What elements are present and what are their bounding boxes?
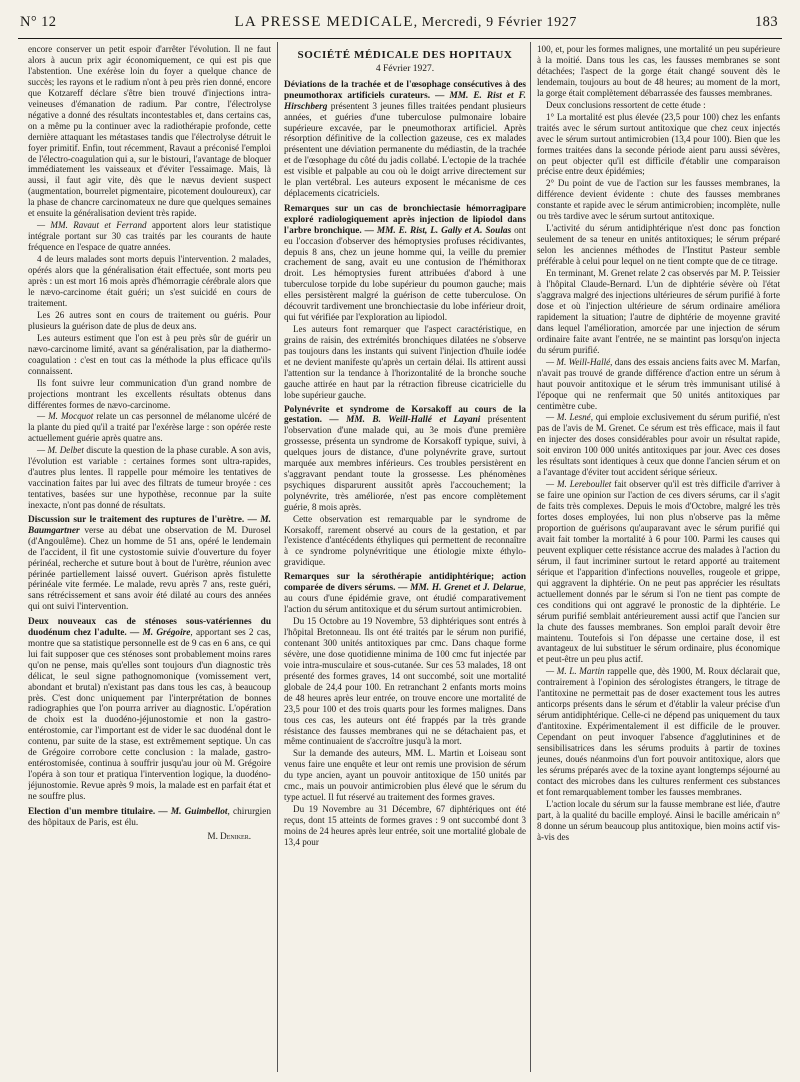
section-heading: Déviations de la trachée et de l'œsophage consécutives à des pneumothorax artificiels curateurs. — MM. E. Rist et F. Hirschberg présentent 3 jeunes filles traitées pendant plusieurs années, et guéries d'une tuberculose pulmonaire lobaire supérieure excavée, par le pneumothorax artificiel. Après résorption définitive de la collection gazeuse, ces ex malades présentent une déviation permanente du médiastin, de la trachée et de l'œsophage du côté du jadis collabé. L'ectopie de la trachée est visible et palpable au cou où le doigt arrive directement sur le plan vertébral. Les auteurs exposent le mécanisme de ces déplacements cicatriciels. <box>284 79 526 199</box>
section-heading: Discussion sur le traitement des ruptures de l'urètre. — M. Baumgartner verse au débat une observation de M. Durosel (d'Angoulême). Chez un homme de 51 ans, opéré le lendemain de l'accident, il fit une cystostomie suivie d'ouverture du foyer périnéal, recherche et suture bout à bout de l'urètre, réunion avec périnée partiellement laissé ouvert. Guérison après fistulette périnéale vite fermée. Le malade, revu après 7 ans, reste guéri, sans rétrécissement et sans avoir été dilaté au cours des années qui ont suivi l'intervention. <box>28 515 271 613</box>
paragraph: — M. Weill-Hallé, dans des essais anciens faits avec M. Marfan, n'avait pas trouvé de grande différence d'action entre un sérum à haut pouvoir antitoxique et le sérum très immunisant utilisé à l'époque qui ne renfermait que 50 unités antitoxiques par centimètre cube. <box>537 356 780 411</box>
paragraph: 2° Du point de vue de l'action sur les fausses membranes, la différence devient évidente : chute des fausses membranes constante et rapide avec le sérum antimicrobien; incomplète, nulle ou très tardive avec le sérum surtout antitoxique. <box>537 178 780 222</box>
author-name: — MM. E. Rist et F. Hirschberg <box>284 90 526 112</box>
paragraph: Les 26 autres sont en cours de traitement ou guéris. Pour plusieurs la guérison date de plus de deux ans. <box>28 309 271 331</box>
paragraph: — M. Delbet discute la question de la phase curable. A son avis, l'évolution est variable : certaines formes sont ultra-rapides, d'autres plus lentes. Il rappelle pour mémoire les tentatives de vaccination faites par lui avec des filtrats de tumeur broyée : ces tentatives, basées sur une hypothèse, reconnue par la suite inexacte, n'ont pas donné de résultats. <box>28 445 271 511</box>
author-name: — M. Lesné <box>546 412 591 423</box>
section-heading: Election d'un membre titulaire. — M. Guimbellot, chirurgien des hôpitaux de Paris, est élu. <box>28 806 271 828</box>
column-1 <box>28 44 271 1074</box>
author-name: — M. Mocquot <box>37 411 94 422</box>
paragraph: encore conserver un petit espoir d'arrêter l'évolution. Il ne faut alors à aucun prix agir économiquement, ce qui est pis que l'abstention. Une exérèse loin du foyer a quelque chance de succès; les rayons et le radium n'ont à peu près rien donné, encore que Kotzareff déclare s'être bien trouvé d'injections intra-veineuses d'émanation de radium. Par contre, l'électrolyse négative a donné des résultats incontestables et, dans certains cas, on a même pu la continuer avec la radiothérapie profonde, cette dernière attaquant les métastases tandis que l'électrolyse détruit le foyer primitif. Enfin, tout récemment, Ravaut a préconisé l'emploi de l'électro-coagulation qui a, sur le bistouri, l'avantage de bloquer immédiatement les vaisseaux et d'éviter l'essaimage. Mais, là aussi, il faut agir vite, dès que le nævus devient suspect (augmentation, bourrelet pigmentaire, picotement douloureux), car la phase de chancre carcinomateux ne dure que quelques semaines et ensuite la généralisation devient très rapide. <box>28 44 271 219</box>
paragraph: Du 19 Novembre au 31 Décembre, 67 diphtériques ont été reçus, dont 15 atteints de formes graves : 9 ont succombé dont 3 moins de 24 heures après leur entrée, soit une mortalité globale de 13,4 pour <box>284 804 526 848</box>
author-name: — MM. B. Weill-Hallé et Layani <box>321 415 481 426</box>
paragraph: En terminant, M. Grenet relate 2 cas observés par M. P. Teissier à l'hôpital Claude-Bernard. L'un de diphtérie sévère où l'état s'aggrava malgré des injections ultérieures de sérum purifié à forte dose et où l'injection ultérieure de sérum ordinaire améliora rapidement la situation; l'autre de diphtérie de moyenne gravité dans lequel l'amélioration, amorcée par une injection de sérum ordinaire faite avant l'entrée, ne se maintint pas lorsqu'on injecta du sérum purifié. <box>537 268 780 355</box>
issue-date: , Mercredi, 9 Février 1927 <box>413 15 577 30</box>
issue-number: N° 12 <box>20 14 57 30</box>
paragraph: — M. Lesné, qui emploie exclusivement du sérum purifié, n'est pas de l'avis de M. Grenet. Ce sérum est très efficace, mais il faut en injecter des doses considérables pour avoir un résultat rapide, soit environ 100 000 unités antitoxiques par jour. Avec ces doses les résultats sont identiques à ceux que donne l'ancien sérum et on a l'avantage d'éviter tout accident sérique sérieux. <box>537 412 780 478</box>
paragraph: — M. Mocquot relate un cas personnel de mélanome ulcéré de la plante du pied qu'il a traité par l'exérèse large : son opérée reste actuellement guérie après quatre ans. <box>28 411 271 444</box>
paragraph: Deux conclusions ressortent de cette étude : <box>546 99 706 110</box>
column-3 <box>537 44 780 1074</box>
paragraph: Sur la demande des auteurs, MM. L. Martin et Loiseau sont venus faire une enquête et leur ont remis une provision de sérum du type ancien, ayant un pouvoir antitoxique de 150 unités par cmc., mais un pouvoir antimicrobien plus élevé que le sérum du type actuel. Il fut réservé au traitement des formes graves. <box>284 748 526 803</box>
paragraph: 100, et, pour les formes malignes, une mortalité un peu supérieure à la moitié. Dans tous les cas, les fausses membranes se sont détachées; l'aspect de la gorge était changé souvent dès le lendemain, toujours au bout de 48 heures; au moment de la mort, la gorge était complètement débarrassée des fausses membranes. <box>537 44 780 98</box>
author-name: — MM. E. Rist, L. Gally et A. Soulas <box>361 225 512 236</box>
paragraph: — MM. Ravaut et Ferrand apportent alors leur statistique intégrale portant sur 30 cas traités par les courants de haute fréquence en l'espace de quatre années. <box>28 220 271 253</box>
author-name: — MM. H. Grenet et J. Delarue <box>395 583 524 594</box>
author-name: — M. Weill-Hallé <box>546 356 611 367</box>
journal-title <box>234 14 576 31</box>
paragraph: — M. Lereboullet fait observer qu'il est très difficile d'arriver à se faire une opinion sur l'action de ces divers sérums, car il s'agit de faits très complexes. Depuis le mois d'Octobre, malgré les très fortes doses employées, lui non plus n'observe pas la même proportion de guérisons qu'auparavant avec le sérum purifié qui avait fait tomber la mortalité à 6 pour 100. Parmi les causes qui peuvent expliquer cette résistance accrue des malades à l'action du sérum, il faut incriminer surtout le retard apporté au traitement sérique et l'apparition d'infections nouvelles, rougeole et grippe, qui aggravent la diphtérie. On ne peut pas apprécier les résultats actuellement donnés par le sérum si l'on ne tient pas compte de ces conditions qui ont aggravé le pronostic de la diphtérie. Le sérum purifié semblait antérieurement aussi actif que l'ancien sur la chute des fausses membranes. Son emploi paraît devoir être maintenu. Toutefois si l'on dépasse une certaine dose, il est avantageux de lui substituer le sérum ordinaire, plus économique et peut-être un peu plus actif. <box>537 479 780 665</box>
column-2 <box>284 44 526 1074</box>
author-name: — M. Guimbellot <box>155 806 228 817</box>
paragraph: Ils font suivre leur communication d'un grand nombre de projections montrant les excellents résultats obtenus dans différentes formes de nævo-carcinome. <box>28 377 271 410</box>
signature: M. Deniker. <box>207 831 251 842</box>
column-divider-1 <box>277 42 278 1072</box>
page-header <box>20 14 778 36</box>
paragraph: 1° La mortalité est plus élevée (23,5 pour 100) chez les enfants traités avec le sérum surtout antitoxique que chez ceux injectés avec le sérum surtout antimicrobien (13,4 pour 100). Bien que les formes traitées dans la seconde période aient paru aussi sévères, on peut objecter qu'il est difficile d'établir une comparaison précise entre deux épidémies; <box>537 111 780 177</box>
society-title: SOCIÉTÉ MÉDICALE DES HOPITAUX <box>297 49 513 61</box>
paragraph: 4 de leurs malades sont morts depuis l'intervention. 2 malades, opérés alors que la généralisation était effectuée, sont morts peu après : un est mort 16 mois après d'hémorragie cérébrale alors que le nævo-carcinome était guéri; un s'est suicidé en cours de traitement. <box>28 254 271 308</box>
section-heading: Remarques sur la sérothérapie antidiphtérique; action comparée de divers sérums. — MM. H. Grenet et J. Delarue, au cours d'une épidémie grave, ont étudié comparativement l'action du sérum antitoxique et du sérum surtout antimicrobien. <box>284 572 526 616</box>
author-name: — M. Grégoire <box>126 628 191 639</box>
paragraph: Du 15 Octobre au 19 Novembre, 53 diphtériques sont entrés à l'hôpital Bretonneau. Ils ont été traités par le sérum non purifié, contenant 300 unités antitoxiques par cmc. Dans chaque forme sévère, une dose quotidienne minima de 100 cmc fut injectée par voie intra-musculaire et sous-cutanée. Sur ces 53 malades, 18 ont présenté des formes graves, 14 ont succombé, soit une mortalité globale de 24,4 pour 100. En retranchant 2 enfants morts moins de 48 heures après leur entrée, on trouve encore une mortalité de 23,5 pour 100 et des trois quarts pour les formes malignes. Dans tous ces cas, les auteurs ont été frappés par la très grande résistance des fausses membranes qui ne se détachaient pas, et même continuaient de s'accroître jusqu'à la mort. <box>284 615 526 747</box>
author-name: — MM. Ravaut et Ferrand <box>37 220 147 231</box>
session-date: 4 Février 1927. <box>375 63 435 74</box>
paragraph: L'activité du sérum antidiphtérique n'est donc pas fonction seulement de sa teneur en unités antitoxiques; le sérum préparé selon les anciennes méthodes de l'Institut Pasteur semble préférable à celui pour lequel on ne tient compte que de ce titrage. <box>537 223 780 267</box>
column-divider-2 <box>530 42 531 1072</box>
paragraph: Cette observation est remarquable par le syndrome de Korsakoff, rarement observé au cours de la gestation, et par l'existence d'antécédents éthyliques qui permettent de reconnaître à ce syndrome polynévritique une étiologie mixte éthylo-gravidique. <box>284 513 526 568</box>
section-heading: Remarques sur un cas de bronchiectasie hémorragipare exploré radiologiquement après injection de lipiodol dans l'arbre bronchique. — MM. E. Rist, L. Gally et A. Soulas ont eu l'occasion d'observer des hémoptysies profuses récidivantes, depuis 8 ans, chez un jeune homme qui, la veille du premier crachement de sang, avait eu une contusion de l'hémithorax droit. Les hémoptysies furent attribuées d'abord à une tuberculose torpide du lobe supérieur du poumon gauche; mais elles persistèrent malgré la guérison de cette tuberculose. On découvrit tardivement une bronchiectasie du lobe inférieur droit, qui fut vérifiée par l'exploration au lipiodol. <box>284 203 526 323</box>
paragraph: L'action locale du sérum sur la fausse membrane est liée, d'autre part, à la qualité du bacille employé. Ainsi le bacille américain n° 8 donne un sérum beaucoup plus antitoxique, bien moins actif vis-à-vis des <box>537 798 780 842</box>
section-heading: Polynévrite et syndrome de Korsakoff au cours de la gestation. — MM. B. Weill-Hallé et Layani présentent l'observation d'une malade qui, au 3e mois d'une première grossesse, présenta un syndrome de Korsakoff typique, suivi, à quelques jours de distance, d'une polynévrite grave, surtout marquée aux membres inférieurs. Ces troubles persistèrent en s'aggravant pendant toute la grossesse. Les phénomènes psychiques disparurent aussitôt après l'accouchement; la polynévrite, très améliorée, n'est pas encore complètement guérie, 8 mois après. <box>284 404 526 513</box>
paragraph: Les auteurs estiment que l'on est à peu près sûr de guérir un nævo-carcinome limité, avant sa généralisation, par la diathermo-coagulation : c'est en tout cas la méthode la plus efficace qu'ils connaissent. <box>28 332 271 376</box>
section-heading: Deux nouveaux cas de sténoses sous-vatériennes du duodénum chez l'adulte. — M. Grégoire, apportant ses 2 cas, montre que sa statistique personnelle est de 9 cas en 6 ans, ce qui lui fait supposer que ces sténoses sont probablement moins rares qu'on ne pense, mais qu'elles sont toujours d'un diagnostic très délicat, le seul signe pathognomonique (vomissement vert, abondant et brutal) n'existant pas dans tous les cas, à beaucoup près. C'est donc uniquement par l'interprétation de bonnes radiographies que l'on pourra arriver au diagnostic. L'opération de choix est la duodéno-jéjunostomie et non la gastro-entérostomie, car l'important est de vider le sac duodénal dont le contenu, par suite de la stase, est extrêmement septique. Un cas de Grégoire corrobore cette conclusion : la malade, gastro-entérostomisée, continua à souffrir jusqu'au jour où M. Grégoire l'opéra à son tour et pratiqua l'intervention logique, la duodéno-jéjunostomie. Revue après 9 mois, la malade est en parfait état et ne souffre plus. <box>28 617 271 802</box>
page-number: 183 <box>755 14 778 30</box>
paragraph: — M. L. Martin rappelle que, dès 1900, M. Roux déclarait que, contrairement à l'opinion des sérologistes étrangers, le titrage de l'antitoxine ne permettait pas de doser exactement tous les autres anticorps présents dans le sérum et d'établir la valeur précise d'un sérum antidiphtérique. Celle-ci ne dépend pas uniquement du taux d'antitoxine. Expérimentalement il est difficile de le prouver. Cependant on peut invoquer l'absence d'agglutinines et de sensibilisatrices dans les sérums produits à partir de toxines jeunes, doués néanmoins d'un fort pouvoir antitoxique, alors que les sérums préparés avec de la toxine ayant longtemps séjourné au contact des microbes dans les cultures renferment ces substances et font remarquablement tomber les fausses membranes. <box>537 666 780 797</box>
author-name: — M. Baumgartner <box>28 515 271 536</box>
author-name: — M. Lereboullet <box>546 479 612 490</box>
author-name: — M. Delbet <box>37 445 84 456</box>
header-rule <box>18 38 782 39</box>
journal-name: LA PRESSE MEDICALE <box>234 14 414 30</box>
author-name: — M. L. Martin <box>546 666 605 677</box>
paragraph: Les auteurs font remarquer que l'aspect caractéristique, en grains de raisin, des extrémités bronchiques dilatées ne s'observe pas toujours dans les instants qui suivent l'injection d'huile iodée et ne devient manifeste qu'après un certain délai. Ils attirent aussi l'attention sur la tendance à l'horizontalité de la bronche souche gauche attirée en haut par la rétraction fibreuse cicatricielle du lobe supérieur gauche. <box>284 323 526 400</box>
